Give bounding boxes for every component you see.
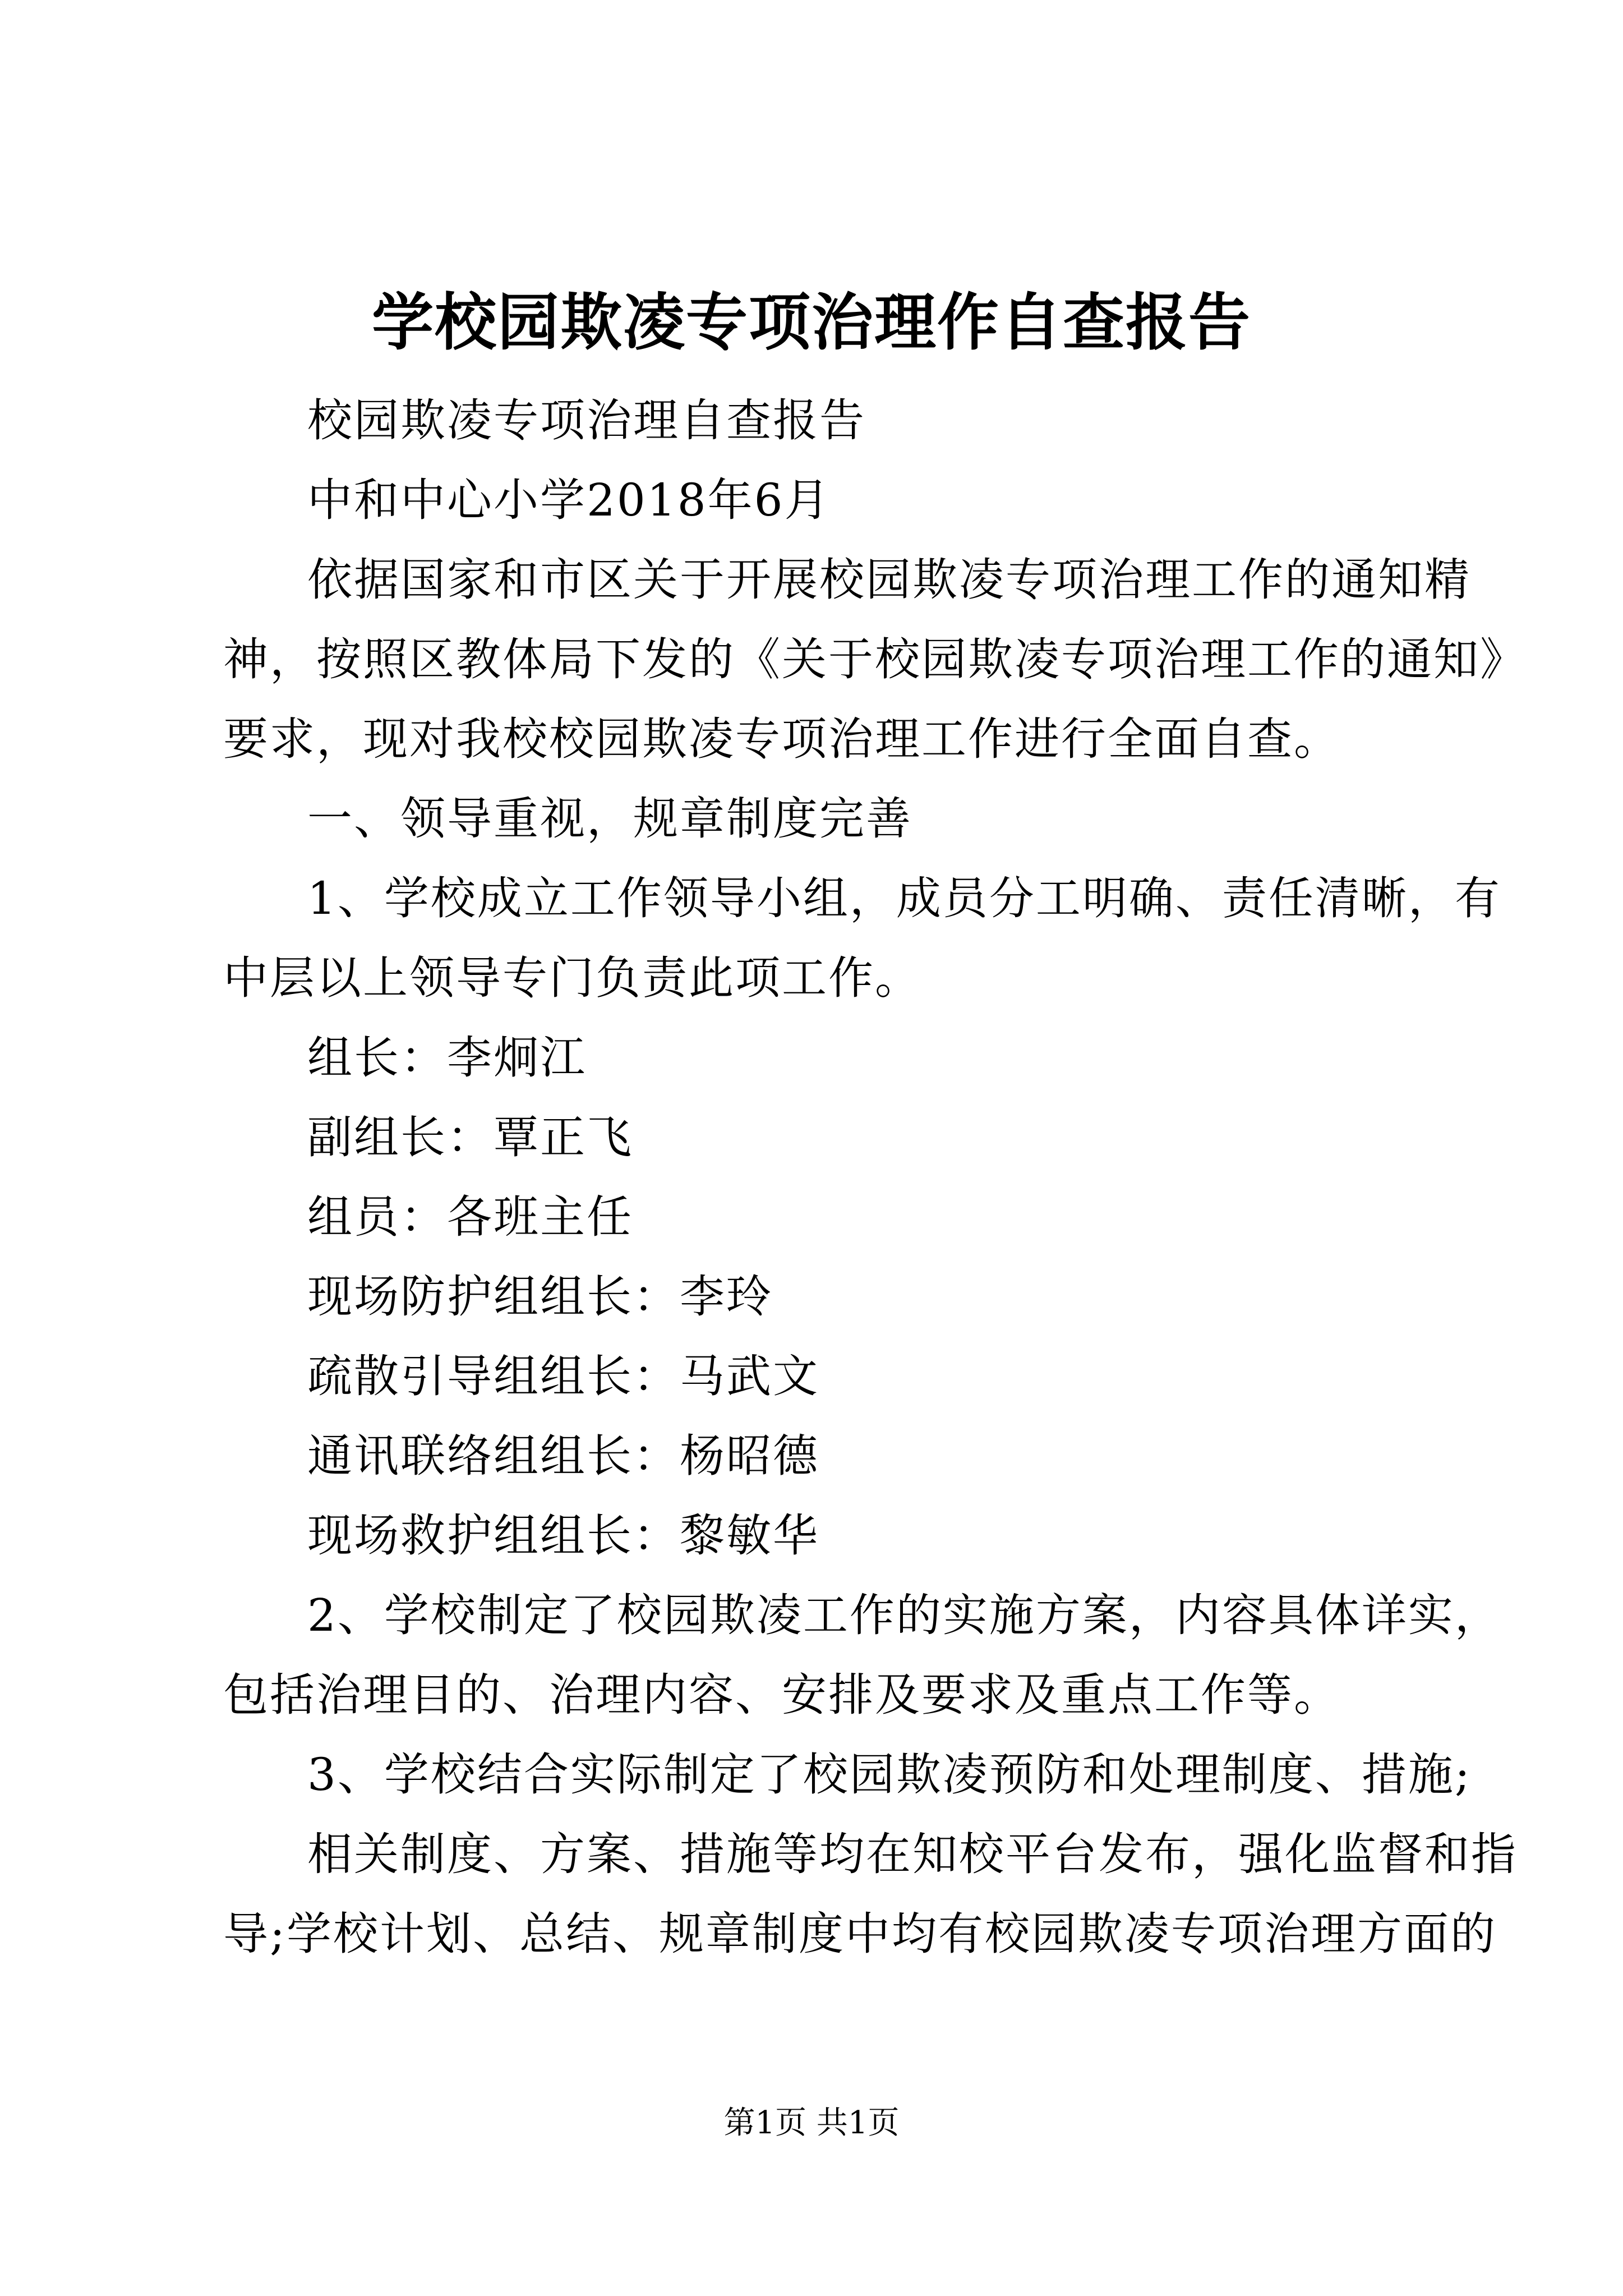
- member-line: 组员：各班主任: [307, 1191, 633, 1243]
- paragraph-line: 3、学校结合实际制定了校园欺凌预防和处理制度、措施;: [307, 1749, 1472, 1801]
- paragraph-line: 神，按照区教体局下发的《关于校园欺凌专项治理工作的通知》: [223, 633, 1527, 685]
- paragraph-line: 2、学校制定了校园欺凌工作的实施方案，内容具体详实，: [307, 1589, 1501, 1641]
- member-line: 现场防护组组长：李玲: [307, 1271, 773, 1323]
- paragraph-line: 相关制度、方案、措施等均在知校平台发布，强化监督和指: [307, 1828, 1518, 1880]
- section-heading: 一、领导重视，规章制度完善: [307, 793, 912, 845]
- paragraph-line: 1、学校成立工作领导小组，成员分工明确、责任清晰，有: [307, 872, 1501, 924]
- subtitle-line: 校园欺凌专项治理自查报告: [307, 394, 866, 447]
- paragraph-line: 包括治理目的、治理内容、安排及要求及重点工作等。: [223, 1669, 1340, 1721]
- member-line: 现场救护组组长：黎敏华: [307, 1510, 819, 1562]
- paragraph-line: 导;学校计划、总结、规章制度中均有校园欺凌专项治理方面的: [223, 1908, 1497, 1960]
- member-line: 组长：李炯江: [307, 1032, 587, 1084]
- page-number-footer: 第1页 共1页: [723, 2105, 900, 2141]
- document-title: 学校园欺凌专项治理作自查报告: [372, 286, 1251, 358]
- school-date-line: 中和中心小学2018年6月: [307, 474, 831, 526]
- member-line: 副组长：覃正飞: [307, 1111, 633, 1163]
- paragraph-line: 依据国家和市区关于开展校园欺凌专项治理工作的通知精: [307, 554, 1471, 606]
- paragraph-line: 中层以上领导专门负责此项工作。: [223, 952, 921, 1004]
- member-line: 疏散引导组组长：马武文: [307, 1350, 819, 1402]
- paragraph-line: 要求，现对我校校园欺凌专项治理工作进行全面自查。: [223, 713, 1340, 765]
- member-line: 通讯联络组组长：杨昭德: [307, 1430, 819, 1482]
